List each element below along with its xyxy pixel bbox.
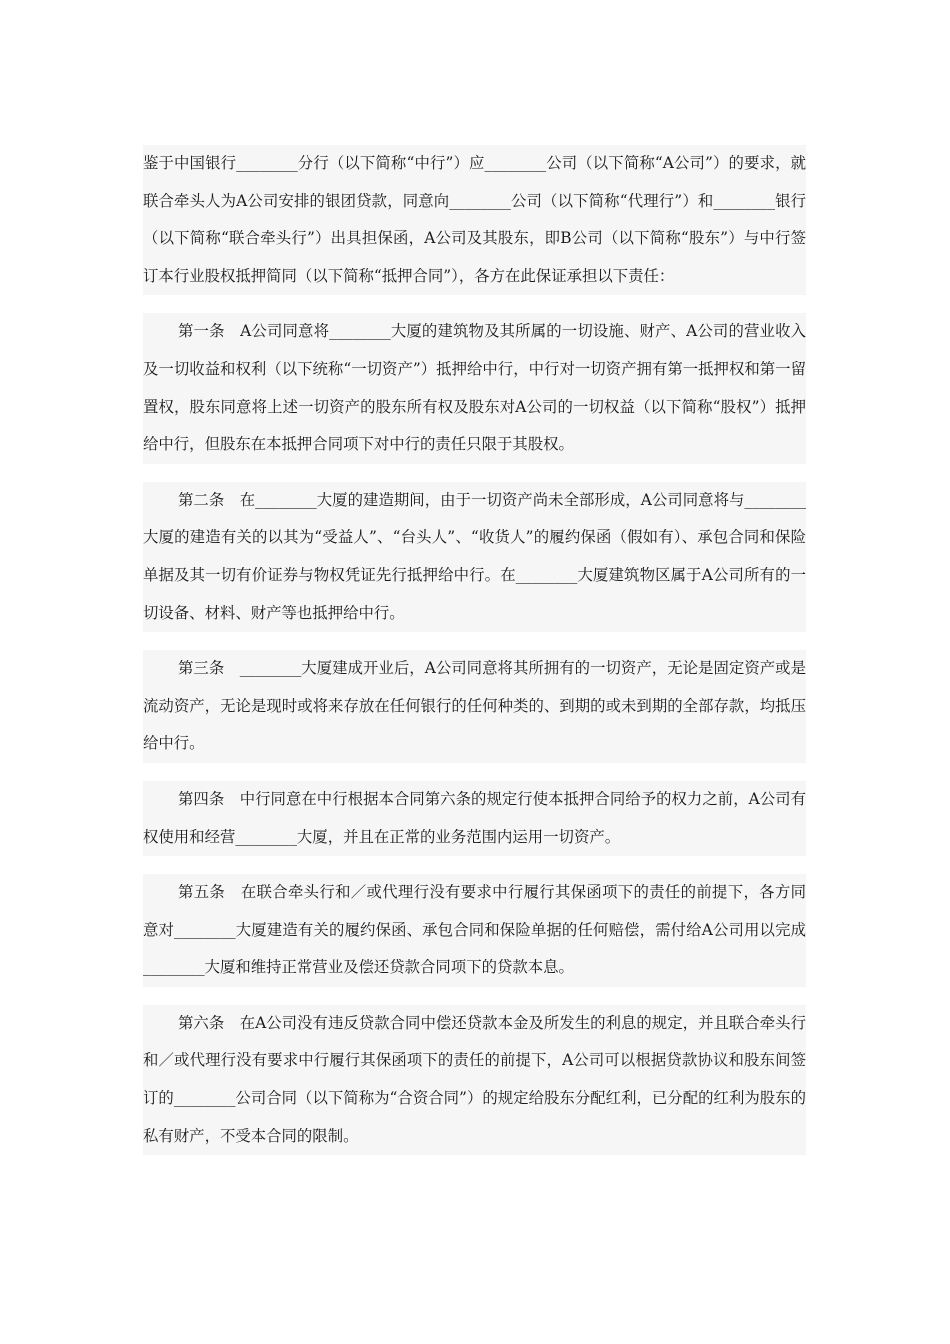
paragraph-gap: [143, 464, 806, 482]
paragraph-gap: [143, 295, 806, 313]
article-6-paragraph: 第六条 在A公司没有违反贷款合同中偿还贷款本金及所发生的利息的规定，并且联合牵头行和／或代理行没有要求中行履行其保函项下的责任的前提下，A公司可以根据贷款协议和股东间签订的________公司合同（以下简称为“合资合同”）的规定给股东分配红利，已分配的红利为股东的私有财产，不受本合同的限制。: [143, 1013, 806, 1145]
article-3-paragraph: 第三条 ________大厦建成开业后，A公司同意将其所拥有的一切资产，无论是固定资产或是流动资产，无论是现时或将来存放在任何银行的任何种类的、到期的或未到期的全部存款，均抵压给中行。: [143, 659, 806, 753]
paragraph-gap: [143, 856, 806, 874]
document-body: [143, 145, 806, 1155]
preamble-paragraph: 鉴于中国银行________分行（以下简称“中行”）应________公司（以下简称“A公司”）的要求，就联合牵头人为A公司安排的银团贷款，同意向________公司（以下简称“代理行”）和________银行（以下简称“联合牵头行”）出具担保函，A公司及其股东，即B公司（以下简称“股东”）与中行签订本行业股权抵押简同（以下简称“抵押合同”），各方在此保证承担以下责任：: [143, 154, 806, 285]
article-4-paragraph: 第四条 中行同意在中行根据本合同第六条的规定行使本抵押合同给予的权力之前，A公司有权使用和经营________大厦，并且在正常的业务范围内运用一切资产。: [143, 789, 806, 846]
paragraph-gap: [143, 987, 806, 1005]
paragraph-gap: [143, 632, 806, 650]
article-2-paragraph: 第二条 在________大厦的建造期间，由于一切资产尚未全部形成，A公司同意将与________大厦的建造有关的以其为“受益人”、“台头人”、“收货人”的履约保函（假如有）、承包合同和保险单据及其一切有价证券与物权凭证先行抵押给中行。在________大厦建筑物区属于A公司所有的一切设备、材料、财产等也抵押给中行。: [143, 490, 806, 622]
article-1-paragraph: 第一条 A公司同意将________大厦的建筑物及其所属的一切设施、财产、A公司的营业收入及一切收益和权利（以下统称“一切资产”）抵押给中行，中行对一切资产拥有第一抵押权和第一留置权，股东同意将上述一切资产的股东所有权及股东对A公司的一切权益（以下简称“股权”）抵押给中行，但股东在本抵押合同项下对中行的责任只限于其股权。: [143, 322, 806, 454]
article-5-paragraph: 第五条 在联合牵头行和／或代理行没有要求中行履行其保函项下的责任的前提下，各方同意对________大厦建造有关的履约保函、承包合同和保险单据的任何赔偿，需付给A公司用以完成________大厦和维持正常营业及偿还贷款合同项下的贷款本息。: [143, 883, 806, 977]
paragraph-gap: [143, 763, 806, 781]
